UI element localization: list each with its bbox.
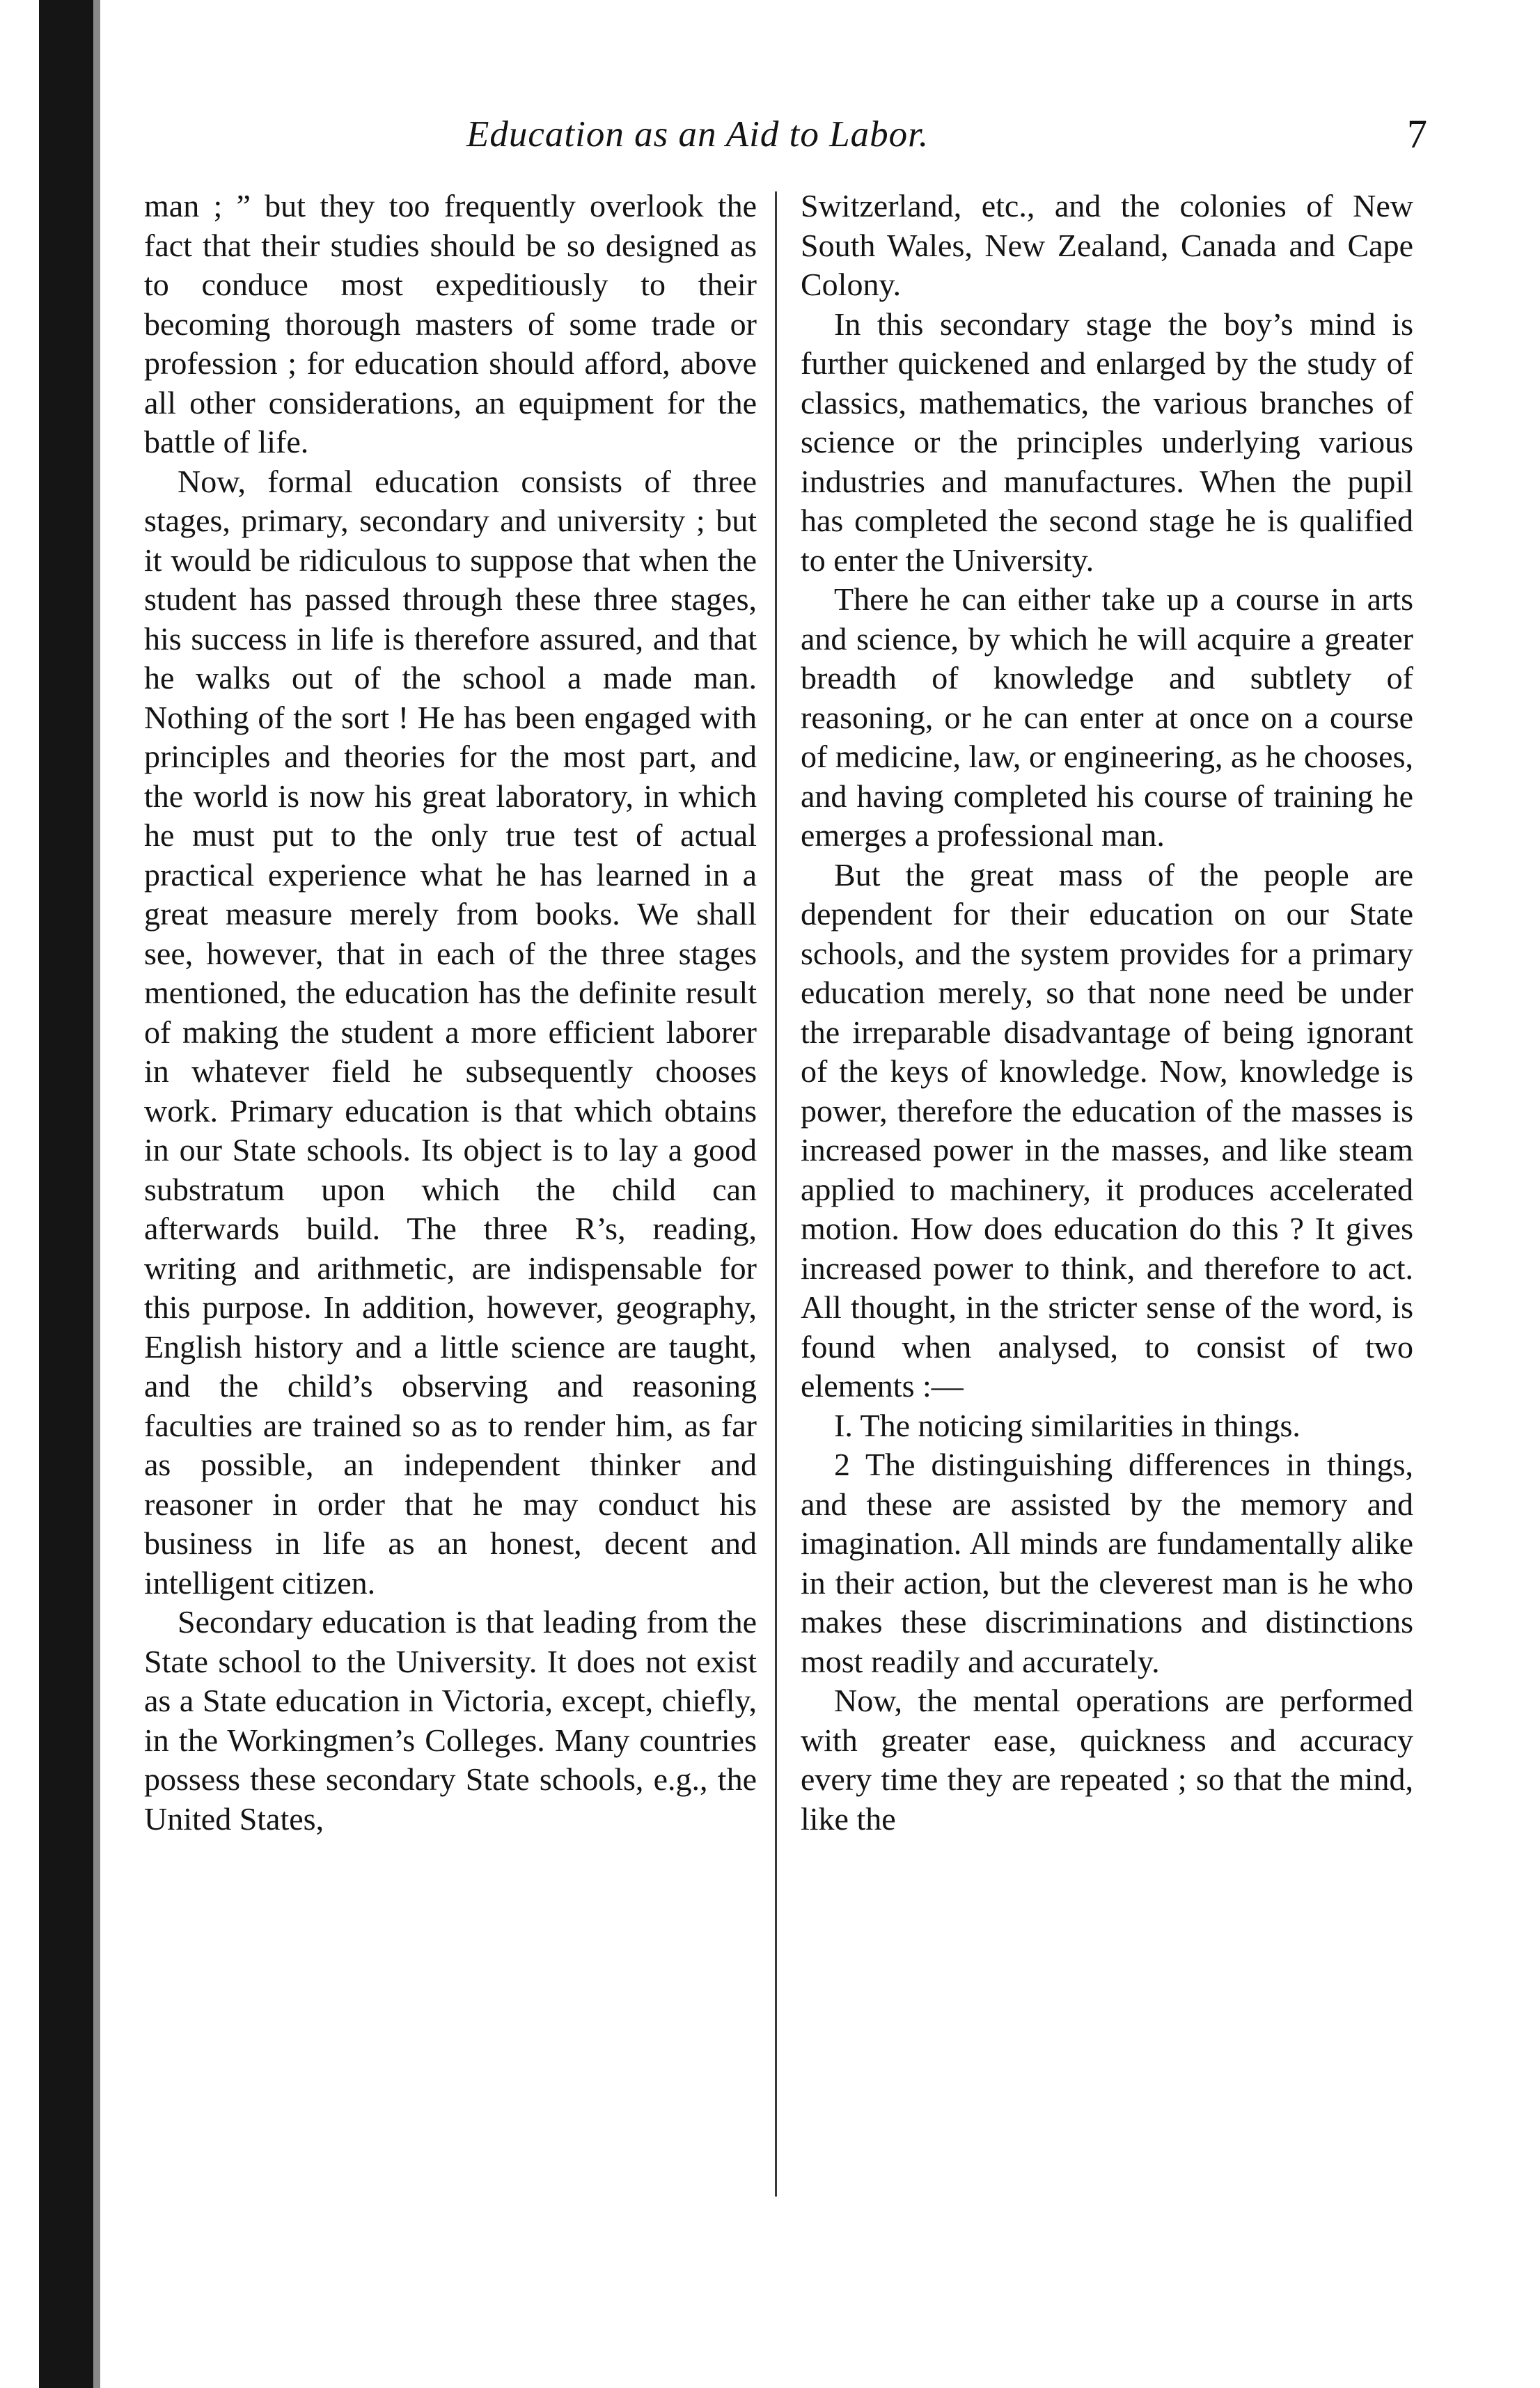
running-title: Education as an Aid to Labor. xyxy=(466,114,929,155)
paragraph: Now, the mental operations are performed with greater ease, quickness and accuracy every time they are repeated ; so that the mind, like the xyxy=(801,1683,1413,1837)
numbered-item: 2 The distinguishing differences in things, and these are assisted by the memory and imagination. All minds are fundamentally alike in their action, but the cleverest man is he who makes these discriminations and distinctions most readily and accurately. xyxy=(801,1447,1413,1679)
paragraph: There he can either take up a course in arts and science, by which he will acquire a greater breadth of knowledge and subtlety of reasoning, or he can enter at once on a course of medicine, law, or engineering, as he chooses, and having completed his course of training he emerges a professional man. xyxy=(801,581,1413,853)
paragraph: Switzerland, etc., and the colonies of New South Wales, New Zealand, Canada and Cape Colony. xyxy=(801,188,1413,302)
right-column xyxy=(801,187,1413,1839)
paragraph: But the great mass of the people are dependent for their education on our State schools, and the system provides for a primary education merely, so that none need be under the irreparable disadvantage of being ignorant of the keys of knowledge. Now, knowledge is power, therefore the education of the masses is increased power in the masses, and like steam applied to machinery, it produces accelerated motion. How does education do this ? It gives increased power to think, and therefore to act. All thought, in the stricter sense of the word, is found when analysed, to consist of two elements :— xyxy=(801,856,1413,1404)
paragraph: In this secondary stage the boy’s mind is further quickened and enlarged by the study of classics, mathematics, the various branches of science or the principles underlying various industries and manufactures. When the pupil has completed the second stage he is qualified to enter the University. xyxy=(801,306,1413,578)
paragraph: Now, formal education consists of three stages, primary, secondary and university ; but it would be ridiculous to suppose that when the student has passed through these three stages, his success in life is therefore assured, and that he walks out of the school a made man. Nothing of the sort ! He has been engaged with principles and theories for the most part, and the world is now his great laboratory, in which he must put to the only true test of actual practical experience what he has learned in a great measure merely from books. We shall see, however, that in each of the three stages mentioned, the education has the definite result of making the student a more efficient laborer in whatever field he subsequently chooses work. Primary education is that which obtains in our State schools. Its object is to lay a good substratum upon which the child can afterwards build. The three R’s, reading, writing and arithmetic, are indispensable for this purpose. In addition, however, geography, English history and a little science are taught, and the child’s observing and reasoning faculties are trained so as to render him, as far as possible, an independent thinker and reasoner in order that he may conduct his business in life as an honest, decent and intelligent citizen. xyxy=(144,463,757,1601)
running-head xyxy=(139,110,1427,173)
paragraph: man ; ” but they too frequently overlook the fact that their studies should be so designed as to conduce most expeditiously to their becoming thorough masters of some trade or profession ; for education should afford, above all other considerations, an equipment for the battle of life. xyxy=(144,188,757,459)
binding-edge xyxy=(93,0,100,2388)
paragraph: Secondary education is that leading from the State school to the University. It does not exist as a State education in Victoria, except, chiefly, in the Workingmen’s Colleges. Many countries possess these secondary State schools, e.g., the United States, xyxy=(144,1604,757,1837)
left-column xyxy=(144,187,757,1839)
numbered-item: I. The noticing similarities in things. xyxy=(834,1407,1301,1443)
column-divider xyxy=(775,191,777,2197)
book-binding-shadow xyxy=(39,0,93,2388)
page-number: 7 xyxy=(1407,111,1427,157)
